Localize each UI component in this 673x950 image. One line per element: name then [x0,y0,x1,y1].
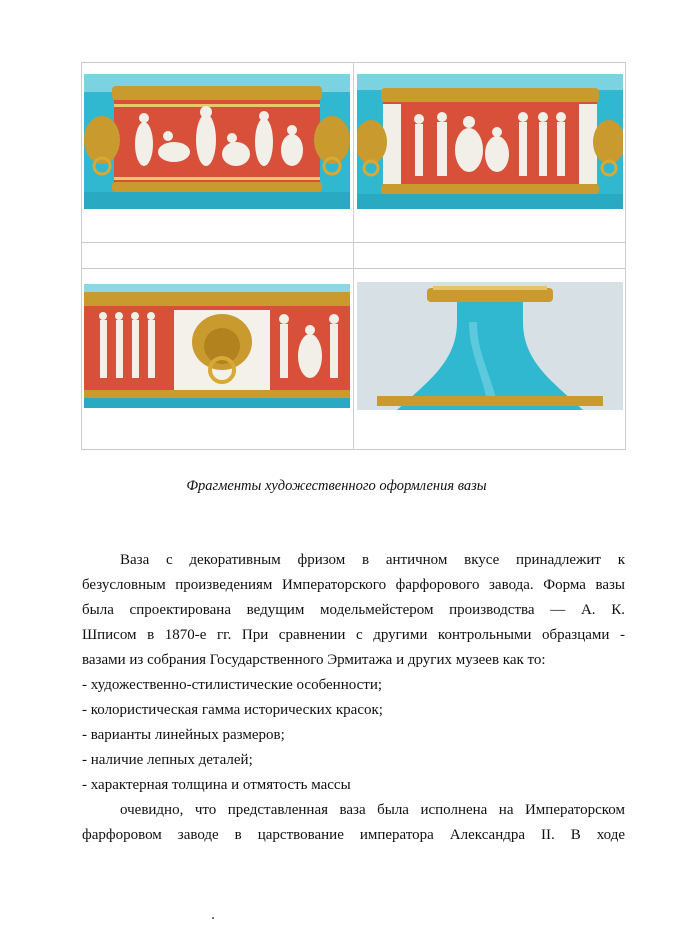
photo-frieze-lion-handles [84,74,350,209]
photo-frieze-standing-figures [357,74,623,209]
photo-lion-mascaron [84,284,350,408]
list-item: - наличие лепных деталей; [82,752,253,768]
grid-right-rule [625,62,626,450]
figure-grid [81,62,626,450]
paragraph-line: очевидно, что представленная ваза была исполнена на Императорском [120,802,625,818]
scan-speck [212,917,214,919]
paragraph-line: безусловным произведениям Императорского фарфорового завода. Форма вазы [82,577,625,593]
paragraph-line: была спроектирована ведущим модельмейстером производства — А. К. [82,602,625,618]
list-item: - варианты линейных размеров; [82,727,285,743]
grid-center-rule [353,62,354,450]
grid-left-rule [81,62,82,450]
paragraph-line: Шписом в 1870-е гг. При сравнении с другими контрольными образцами - [82,627,625,643]
paragraph-line: Ваза с декоративным фризом в античном вкусе принадлежит к [120,552,625,568]
body-text [82,548,625,848]
paragraph-line: вазами из собрания Государственного Эрмитажа и других музеев как то: [82,652,546,668]
list-item: - художественно-стилистические особенности; [82,677,383,693]
list-item: - характерная толщина и отмятость массы [82,777,351,793]
paragraph-line: фарфоровом заводе в царствование императора Александра II. В ходе [82,827,625,843]
figure-caption: Фрагменты художественного оформления вазы [186,478,487,494]
photo-vase-neck [357,282,623,410]
list-item: - колористическая гамма исторических красок; [82,702,383,718]
